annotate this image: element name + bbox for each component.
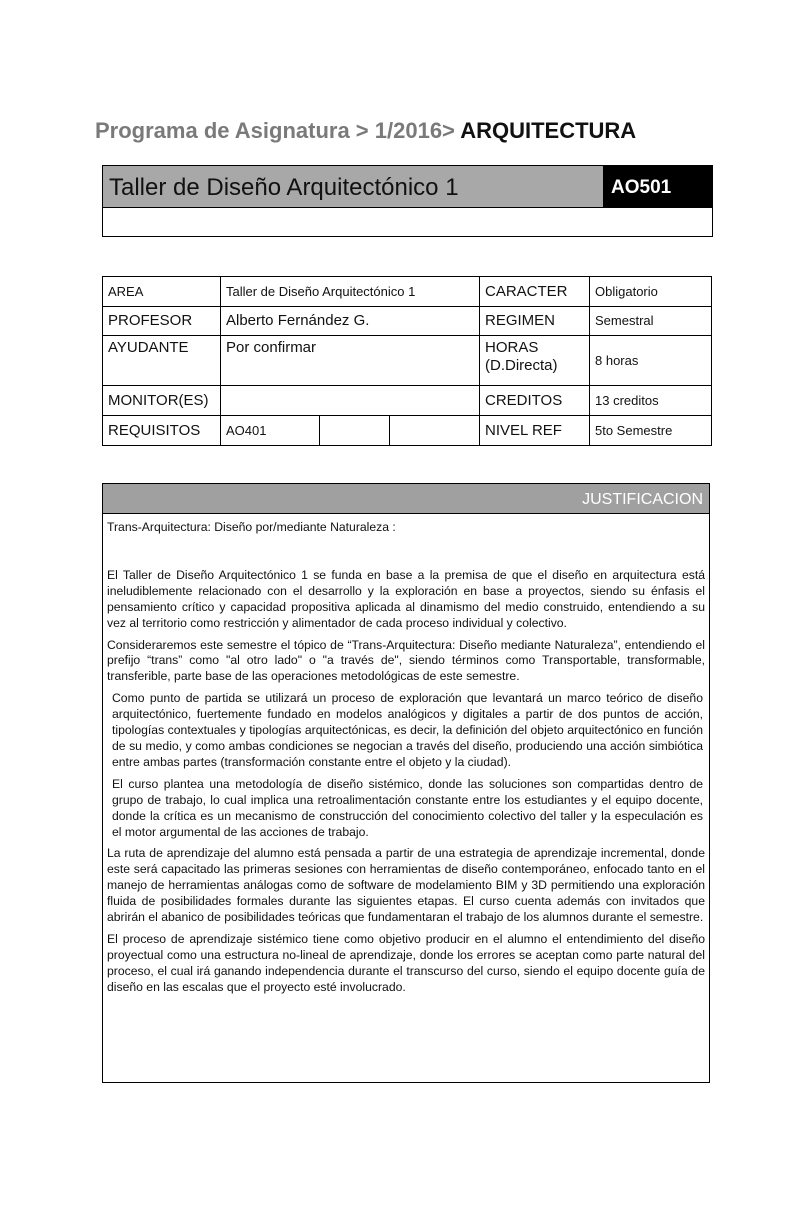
justificacion-section (102, 483, 710, 1083)
justificacion-paragraph: Como punto de partida se utilizará un proceso de exploración que levantará un marco teórico de diseño arquitectónico, fuertemente fundado en modelos analógicos y digitales a partir de dos puntos de acción, tipologías contextuales y tipologías arquitectónicas, es decir, la definición del objeto arquitectónico en función de su medio, y como ambas condiciones se negocian a través del diseño, produciendo una acción simbiótica entre ambas partes (transformación constante entre el objeto y la ciudad). (112, 691, 703, 769)
justificacion-paragraph: La ruta de aprendizaje del alumno está pensada a partir de una estrategia de aprendizaje incremental, donde este será capacitado las primeras sesiones con herramientas de diseño contemporáneo, enfocado tanto en el manejo de herramientas análogas como de software de modelamiento BIM y 3D permitiendo una exploración fluida de posibilidades formales durante las siguientes etapas. El curso cuenta además con invitados que abrirán el abanico de posibilidades teóricas que fundamentaran el trabajo de los alumnos durante el semestre. (107, 846, 705, 925)
requisitos-extra-2 (390, 416, 480, 446)
area-value: Taller de Diseño Arquitectónico 1 (221, 277, 480, 307)
area-label: AREA (103, 277, 221, 307)
regimen-value: Semestral (590, 307, 712, 336)
profesor-value: Alberto Fernández G. (221, 307, 480, 336)
justificacion-heading: JUSTIFICACION (103, 484, 709, 514)
profesor-label: PROFESOR (103, 307, 221, 336)
nivel-value: 5to Semestre (590, 416, 712, 446)
page-title-prefix: Programa de Asignatura > 1/2016> (95, 118, 455, 143)
caracter-label: CARACTER (480, 277, 590, 307)
table-row (103, 277, 712, 307)
horas-value: 8 horas (590, 336, 712, 386)
creditos-label: CREDITOS (480, 386, 590, 416)
course-box (102, 165, 713, 237)
ayudante-value: Por confirmar (221, 336, 480, 386)
table-row (103, 416, 712, 446)
table-row (103, 386, 712, 416)
justificacion-body (103, 514, 709, 996)
table-row (103, 336, 712, 386)
table-row (103, 307, 712, 336)
justificacion-paragraph: Consideraremos este semestre el tópico de “Trans-Arquitectura: Diseño mediante Naturaleza”, entendiendo el prefijo “trans” como "al otro lado" o "a través de", siendo términos como Transportable, transformable, transferible, parte base de las operaciones metodológicas de este semestre. (107, 637, 705, 684)
justificacion-paragraph: El Taller de Diseño Arquitectónico 1 se funda en base a la premisa de que el diseño en arquitectura está ineludiblemente relacionado con el desarrollo y la exploración en base a proyectos, siendo su énfasis el pensamiento crítico y capacidad propositiva aplicada al dinamismo del medio construido, entendiendo a su vez al territorio como restricción y alimentador de cada proceso individual y colectivo. (107, 567, 705, 630)
course-sub-row (103, 208, 712, 236)
nivel-label: NIVEL REF (480, 416, 590, 446)
course-code: AO501 (603, 166, 712, 208)
caracter-value: Obligatorio (590, 277, 712, 307)
ayudante-label: AYUDANTE (103, 336, 221, 386)
info-table (102, 276, 712, 446)
requisitos-value: AO401 (221, 416, 320, 446)
monitor-value (221, 386, 480, 416)
requisitos-label: REQUISITOS (103, 416, 221, 446)
page-title (95, 118, 636, 144)
monitor-label: MONITOR(ES) (103, 386, 221, 416)
justificacion-subtitle: Trans-Arquitectura: Diseño por/mediante Naturaleza : (107, 520, 396, 534)
horas-label: HORAS (D.Directa) (480, 336, 590, 386)
justificacion-paragraph: El curso plantea una metodología de diseño sistémico, donde las soluciones son compartidas dentro de grupo de trabajo, lo cual implica una retroalimentación constante entre los estudiantes y el equipo docente, donde la crítica es un mecanismo de construcción del conocimiento colectivo del taller y la especulación es el motor argumental de las acciones de trabajo. (112, 776, 703, 839)
creditos-value: 13 creditos (590, 386, 712, 416)
course-name: Taller de Diseño Arquitectónico 1 (103, 166, 603, 208)
page-title-career: ARQUITECTURA (460, 118, 637, 143)
regimen-label: REGIMEN (480, 307, 590, 336)
justificacion-paragraph: El proceso de aprendizaje sistémico tiene como objetivo producir en el alumno el entendimiento del diseño proyectual como una estructura no-lineal de aprendizaje, donde los errores se aceptan como parte natural del proceso, el cual irá ganando independencia durante el transcurso del curso, siendo el equipo docente guía de diseño en las escalas que el proyecto esté involucrado. (107, 931, 705, 994)
requisitos-extra-1 (320, 416, 390, 446)
